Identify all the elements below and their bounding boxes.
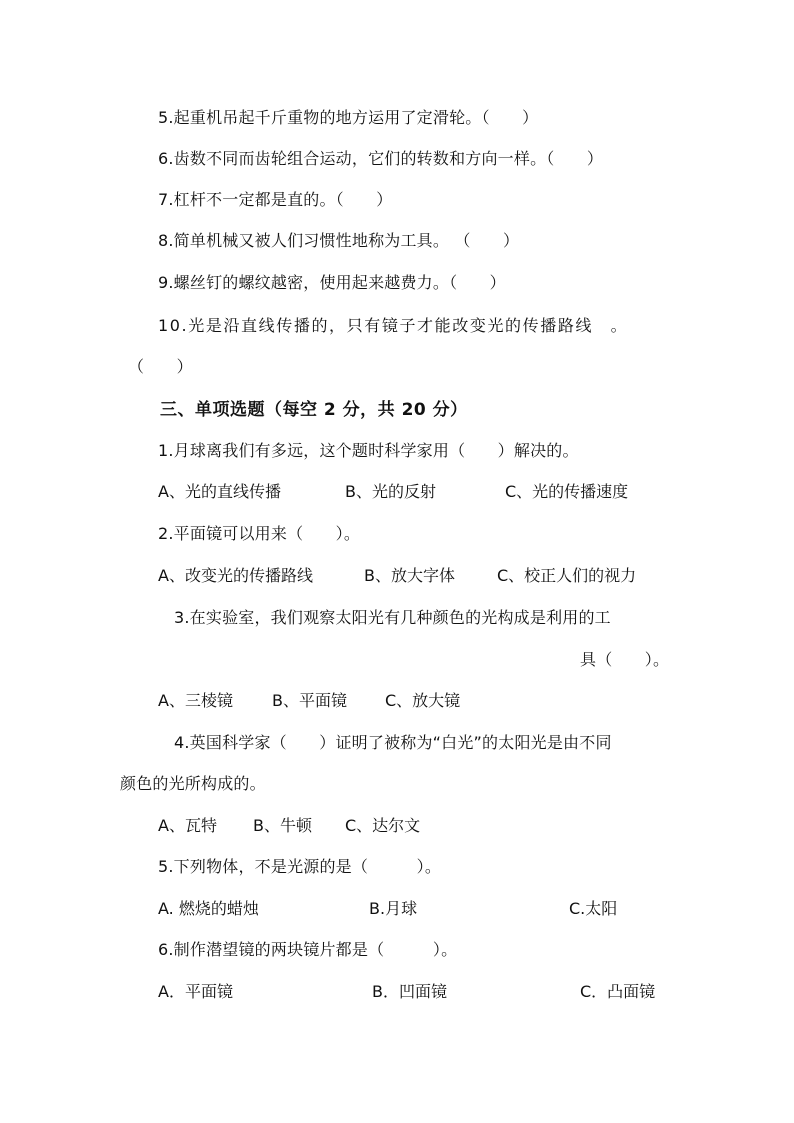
question-3-stem-line2: 具（ ）。 xyxy=(580,650,670,669)
judgement-item-7: 7.杠杆不一定都是直的。（ ） xyxy=(158,190,393,209)
question-5-option-a: A. 燃烧的蜡烛 xyxy=(158,899,259,918)
judgement-item-10-line1: 10.光是沿直线传播的，只有镜子才能改变光的传播路线 。 xyxy=(158,316,629,335)
question-1-option-c: C、光的传播速度 xyxy=(505,482,629,501)
judgement-item-8: 8.简单机械又被人们习惯性地称为工具。 （ ） xyxy=(158,231,520,250)
question-5-option-b: B.月球 xyxy=(369,899,418,918)
question-4-stem-line2: 颜色的光所构成的。 xyxy=(120,774,266,793)
question-3-stem-line1: 3.在实验室，我们观察太阳光有几种颜色的光构成是利用的工 xyxy=(174,608,611,627)
question-3-option-a: A、三棱镜 xyxy=(158,691,233,710)
question-4-option-c: C、达尔文 xyxy=(345,816,421,835)
judgement-item-6: 6.齿数不同而齿轮组合运动，它们的转数和方向一样。（ ） xyxy=(158,149,604,168)
question-6-stem: 6.制作潜望镜的两块镜片都是（ ）。 xyxy=(158,940,458,959)
question-1-option-a: A、光的直线传播 xyxy=(158,482,281,501)
question-1-stem: 1.月球离我们有多远，这个题时科学家用（ ）解决的。 xyxy=(158,441,579,460)
question-4-stem-line1: 4.英国科学家（ ）证明了被称为“白光”的太阳光是由不同 xyxy=(174,733,612,752)
question-4-option-a: A、瓦特 xyxy=(158,816,217,835)
judgement-item-10-line2: （ ） xyxy=(128,357,193,376)
question-6-option-c: C．凸面镜 xyxy=(580,982,656,1001)
question-6-option-a: A．平面镜 xyxy=(158,982,233,1001)
judgement-item-5: 5.起重机吊起千斤重物的地方运用了定滑轮。（ ） xyxy=(158,108,539,127)
question-2-option-c: C、校正人们的视力 xyxy=(497,566,637,585)
judgement-item-9: 9.螺丝钉的螺纹越密，使用起来越费力。（ ） xyxy=(158,273,506,292)
question-5-stem: 5.下列物体，不是光源的是（ ）。 xyxy=(158,857,442,876)
question-2-stem: 2.平面镜可以用来（ ）。 xyxy=(158,524,361,543)
question-3-option-b: B、平面镜 xyxy=(272,691,347,710)
section-heading: 三、单项选题（每空 2 分，共 20 分） xyxy=(160,400,468,420)
question-3-option-c: C、放大镜 xyxy=(385,691,461,710)
question-4-option-b: B、牛顿 xyxy=(253,816,312,835)
question-2-option-a: A、改变光的传播路线 xyxy=(158,566,313,585)
question-6-option-b: B．凹面镜 xyxy=(372,982,447,1001)
question-2-option-b: B、放大字体 xyxy=(364,566,455,585)
question-5-option-c: C.太阳 xyxy=(569,899,618,918)
question-1-option-b: B、光的反射 xyxy=(345,482,436,501)
